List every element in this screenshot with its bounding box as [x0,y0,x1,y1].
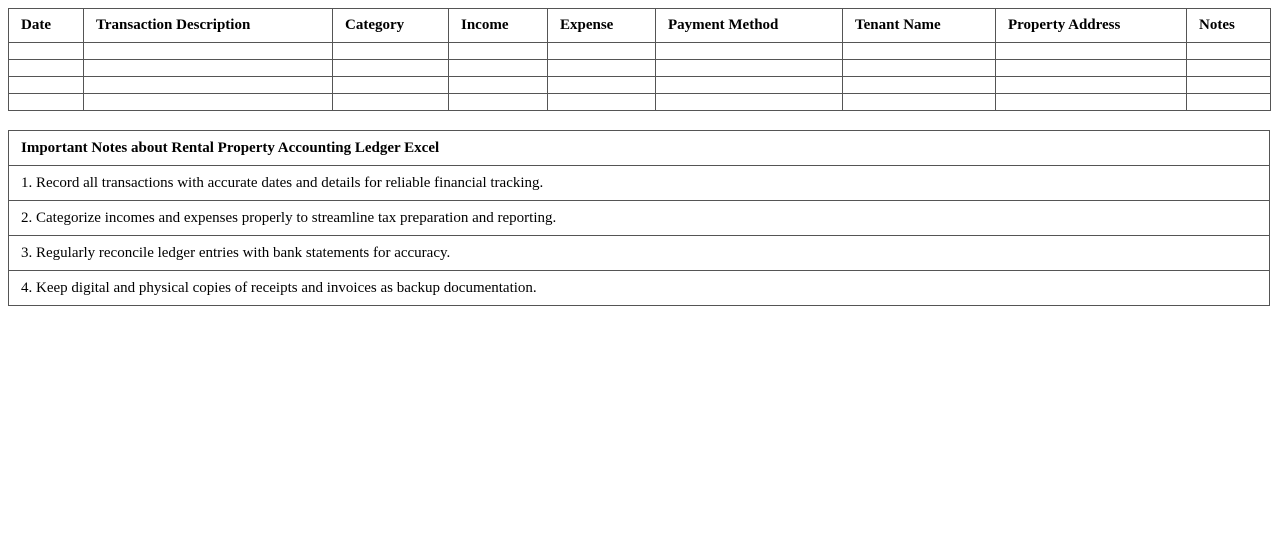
cell[interactable] [843,77,996,94]
cell[interactable] [548,43,656,60]
header-expense: Expense [548,9,656,43]
ledger-table [8,8,1271,111]
cell[interactable] [996,77,1187,94]
cell[interactable] [84,77,333,94]
cell[interactable] [449,77,548,94]
table-row [9,94,1271,111]
cell[interactable] [333,43,449,60]
note-item: 2. Categorize incomes and expenses properly to streamline tax preparation and reporting. [9,201,1270,236]
header-property-address: Property Address [996,9,1187,43]
cell[interactable] [656,94,843,111]
notes-table [8,130,1270,306]
cell[interactable] [9,94,84,111]
cell[interactable] [449,94,548,111]
header-category: Category [333,9,449,43]
notes-title: Important Notes about Rental Property Accounting Ledger Excel [9,131,1270,166]
cell[interactable] [996,43,1187,60]
cell[interactable] [1187,60,1271,77]
table-row [9,60,1271,77]
note-item: 3. Regularly reconcile ledger entries with bank statements for accuracy. [9,236,1270,271]
header-notes: Notes [1187,9,1271,43]
cell[interactable] [1187,43,1271,60]
cell[interactable] [843,94,996,111]
cell[interactable] [548,94,656,111]
cell[interactable] [1187,94,1271,111]
header-tenant-name: Tenant Name [843,9,996,43]
cell[interactable] [996,60,1187,77]
table-row [9,43,1271,60]
cell[interactable] [84,60,333,77]
cell[interactable] [1187,77,1271,94]
header-row [9,9,1271,43]
cell[interactable] [843,60,996,77]
cell[interactable] [449,60,548,77]
cell[interactable] [333,77,449,94]
cell[interactable] [996,94,1187,111]
cell[interactable] [333,94,449,111]
note-item: 4. Keep digital and physical copies of receipts and invoices as backup documentation. [9,271,1270,306]
cell[interactable] [449,43,548,60]
cell[interactable] [548,60,656,77]
cell[interactable] [9,77,84,94]
header-date: Date [9,9,84,43]
cell[interactable] [656,77,843,94]
cell[interactable] [548,77,656,94]
cell[interactable] [84,94,333,111]
cell[interactable] [656,43,843,60]
cell[interactable] [9,60,84,77]
cell[interactable] [9,43,84,60]
note-item: 1. Record all transactions with accurate dates and details for reliable financial tracking. [9,166,1270,201]
header-description: Transaction Description [84,9,333,43]
table-row [9,77,1271,94]
cell[interactable] [656,60,843,77]
header-payment-method: Payment Method [656,9,843,43]
header-income: Income [449,9,548,43]
cell[interactable] [843,43,996,60]
cell[interactable] [333,60,449,77]
cell[interactable] [84,43,333,60]
